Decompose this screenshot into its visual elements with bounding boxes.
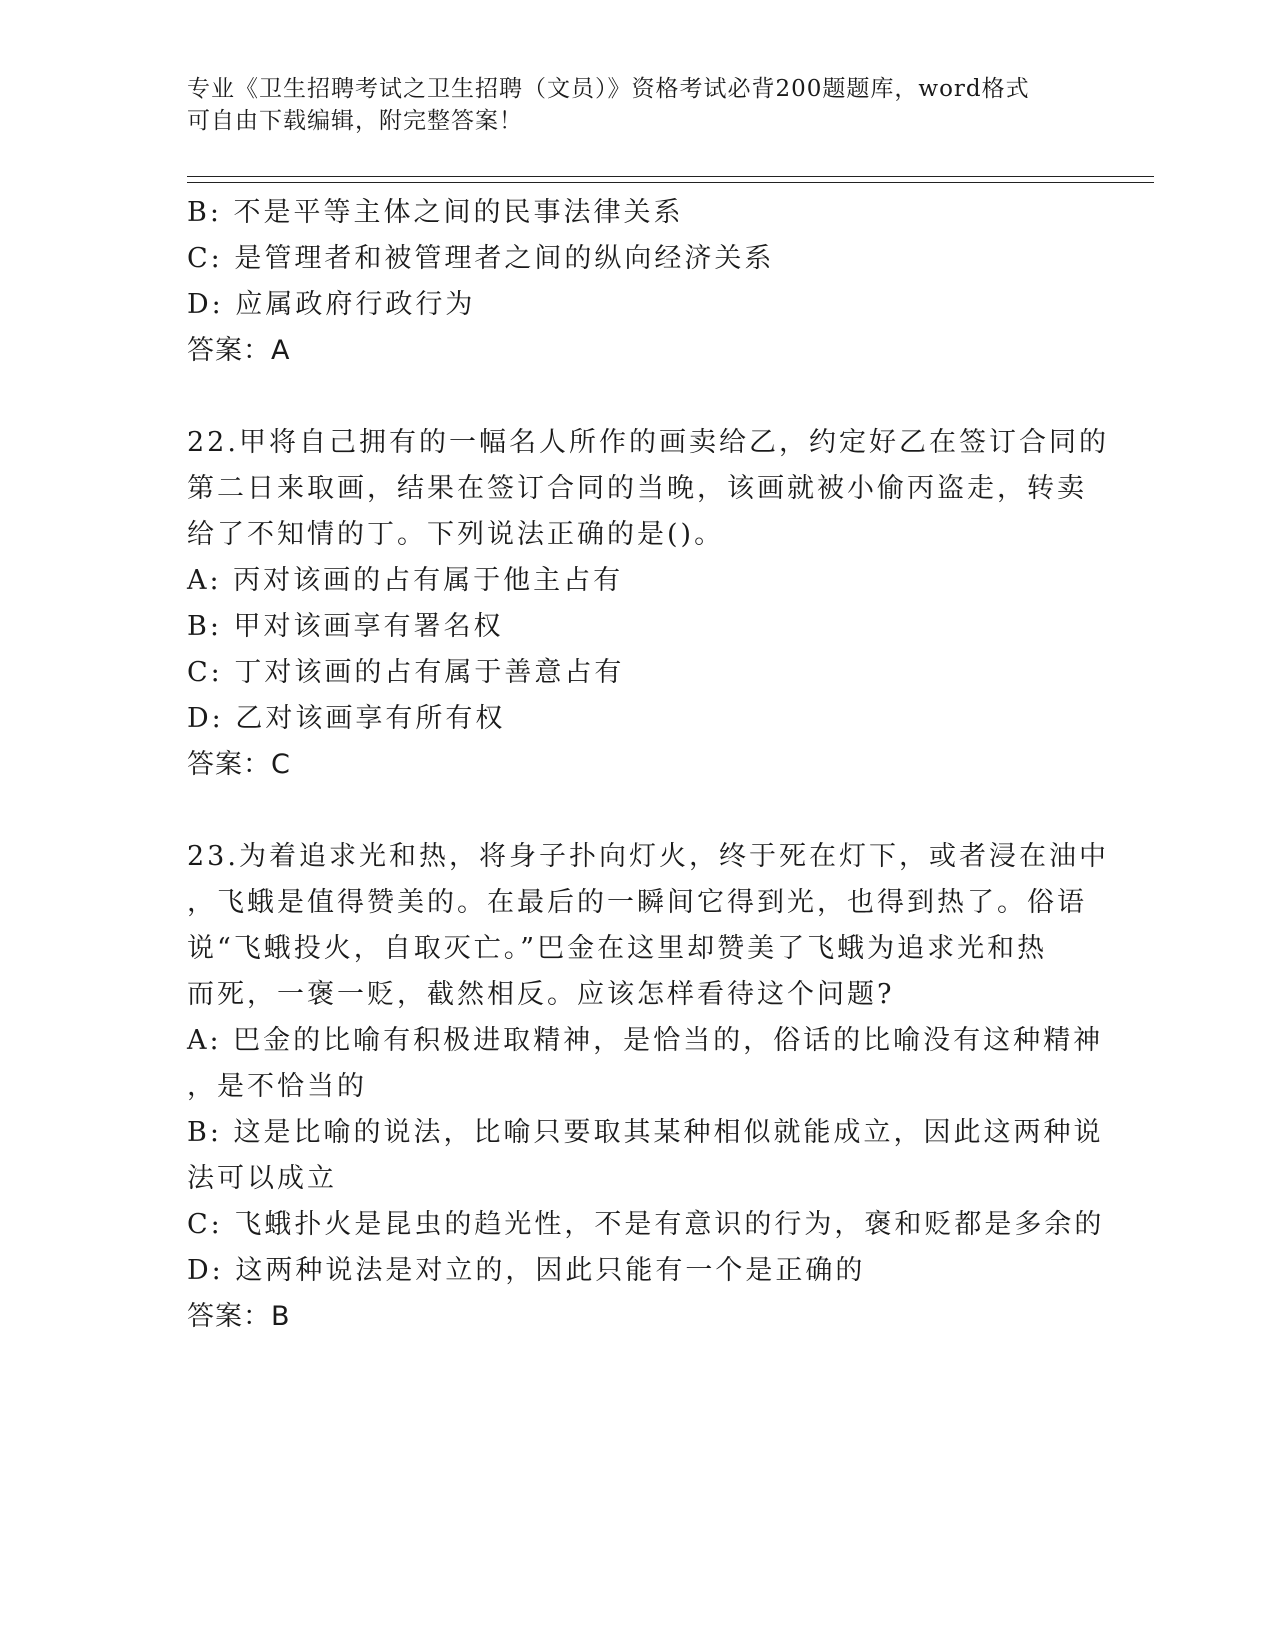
q23-answer: 答案：B [187,1301,291,1332]
spacer [187,374,1087,420]
q21-option-b: B: 不是平等主体之间的民事法律关系 [187,197,684,228]
q23-stem-line: 而死，一褒一贬，截然相反。应该怎样看待这个问题? [187,979,895,1010]
q23-option-a-line: ，是不恰当的 [187,1071,367,1102]
q22-option-b: B: 甲对该画享有署名权 [187,611,504,642]
q23-option-a-line: A: 巴金的比喻有积极进取精神，是恰当的，俗话的比喻没有这种精神 [187,1025,1104,1056]
q21-option-d: D: 应属政府行政行为 [187,289,476,320]
q23-option-b-line: B: 这是比喻的说法，比喻只要取其某种相似就能成立，因此这两种说 [187,1117,1104,1148]
header-line-2: 可自由下载编辑，附完整答案！ [187,108,523,134]
q23-option-b-line: 法可以成立 [187,1163,337,1194]
q22-option-a: A: 丙对该画的占有属于他主占有 [187,565,624,596]
header-divider-top [187,176,1154,177]
q23-stem-line: 23.为着追求光和热，将身子扑向灯火，终于死在灯下，或者浸在油中 [187,841,1109,872]
question-21 [187,190,1087,374]
header-divider-bottom [187,182,1154,183]
q22-stem-line: 给了不知情的丁。下列说法正确的是()。 [187,519,725,550]
q21-answer: 答案：A [187,335,291,366]
q22-option-c: C: 丁对该画的占有属于善意占有 [187,657,625,688]
q22-answer: 答案：C [187,749,291,780]
document-header [187,73,1087,137]
document-body [187,190,1109,1340]
q23-stem-line: 说“飞蛾投火，自取灭亡。”巴金在这里却赞美了飞蛾为追求光和热 [187,933,1048,964]
q23-option-c: C: 飞蛾扑火是昆虫的趋光性，不是有意识的行为，褒和贬都是多余的 [187,1209,1105,1240]
q23-option-d: D: 这两种说法是对立的，因此只能有一个是正确的 [187,1255,866,1286]
q22-stem-line: 第二日来取画，结果在签订合同的当晚，该画就被小偷丙盗走，转卖 [187,473,1087,504]
header-line-1: 专业《卫生招聘考试之卫生招聘（文员）》资格考试必背200题题库，word格式 [187,76,1030,102]
q21-option-c: C: 是管理者和被管理者之间的纵向经济关系 [187,243,775,274]
question-23 [187,834,1109,1340]
q22-option-d: D: 乙对该画享有所有权 [187,703,506,734]
q23-stem-line: ，飞蛾是值得赞美的。在最后的一瞬间它得到光，也得到热了。俗语 [187,887,1087,918]
q22-stem-line: 22.甲将自己拥有的一幅名人所作的画卖给乙，约定好乙在签订合同的 [187,427,1109,458]
question-22 [187,420,1109,788]
spacer [187,788,1087,834]
